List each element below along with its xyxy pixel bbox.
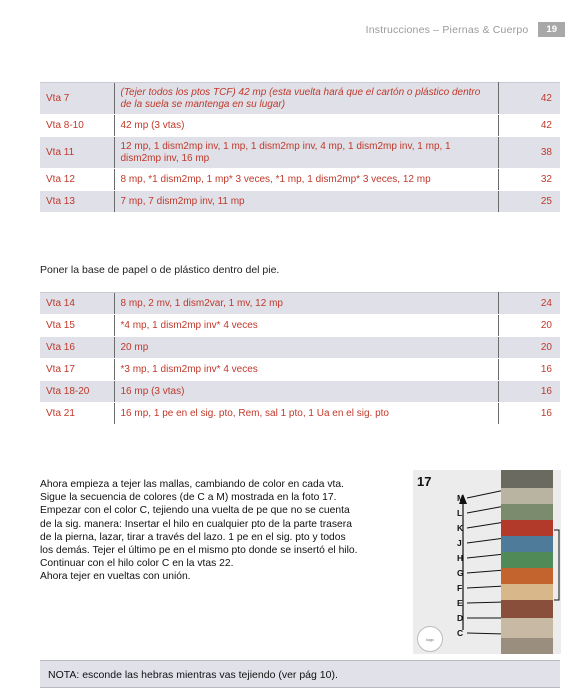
row-instructions: 42 mp (3 vtas) [114, 115, 498, 137]
pointer-line [467, 522, 505, 528]
table-row [40, 115, 560, 137]
table-row [40, 403, 560, 425]
row-label: Vta 21 [40, 403, 114, 425]
row-instructions: *4 mp, 1 dism2mp inv* 4 veces [114, 315, 498, 337]
row-label: Vta 16 [40, 337, 114, 359]
color-letter-f: F [457, 583, 463, 593]
row-label: Vta 7 [40, 83, 114, 115]
pointer-line [467, 633, 505, 634]
instruction-line: de la pierna, lazar, tirar a través del lazo. 1 pe en el sig. pto y todos [40, 531, 346, 543]
instruction-line: Sigue la secuencia de colores (de C a M) mostrada en la foto 17. [40, 492, 337, 504]
pattern-table-1 [40, 82, 560, 213]
header-title: Instrucciones – Piernas & Cuerpo [365, 23, 529, 36]
pointer-line [467, 538, 505, 543]
row-label: Vta 12 [40, 169, 114, 191]
row-instructions: (Tejer todos los ptos TCF) 42 mp (esta vuelta hará que el cartón o plástico dentro de la suela se mantenga en su lugar) [114, 83, 498, 115]
instruction-line: de la sig. manera: Insertar el hilo en cualquier pto de la parte trasera [40, 518, 352, 530]
note-box: NOTA: esconde las hebras mientras vas tejiendo (ver pág 10). [40, 660, 560, 688]
row-stitch-count: 38 [498, 137, 560, 169]
table-row [40, 315, 560, 337]
instruction-line: Ahora tejer en vueltas con unión. [40, 571, 191, 583]
instruction-line: Empezar con el color C, tejiendo una vuelta de pe que no se cuenta [40, 505, 350, 517]
row-stitch-count: 32 [498, 169, 560, 191]
color-letter-g: G [457, 568, 464, 578]
instruction-line: Ahora empieza a tejer las mallas, cambiando de color en cada vta. [40, 479, 344, 490]
pattern-table-2 [40, 292, 560, 425]
pointer-line [467, 570, 505, 573]
crochet-leg-image [501, 470, 553, 654]
row-stitch-count: 16 [498, 403, 560, 425]
color-letter-l: L [457, 508, 463, 518]
color-letter-m: M [457, 493, 465, 503]
row-label: Vta 15 [40, 315, 114, 337]
row-stitch-count: 25 [498, 191, 560, 213]
pointer-line [467, 506, 505, 513]
row-label: Vta 17 [40, 359, 114, 381]
instructions-text [40, 478, 410, 583]
row-instructions: 16 mp (3 vtas) [114, 381, 498, 403]
row-stitch-count: 16 [498, 381, 560, 403]
row-label: Vta 11 [40, 137, 114, 169]
row-instructions: 8 mp, *1 dism2mp, 1 mp* 3 veces, *1 mp, 1 dism2mp* 3 veces, 12 mp [114, 169, 498, 191]
pointer-line [467, 490, 505, 498]
row-stitch-count: 20 [498, 315, 560, 337]
table-row [40, 191, 560, 213]
table-row [40, 83, 560, 115]
color-letter-h: H [457, 553, 464, 563]
table-row [40, 337, 560, 359]
row-stitch-count: 24 [498, 293, 560, 315]
row-instructions: 7 mp, 7 dism2mp inv, 11 mp [114, 191, 498, 213]
row-instructions: 16 mp, 1 pe en el sig. pto, Rem, sal 1 pto, 1 Ua en el sig. pto [114, 403, 498, 425]
row-stitch-count: 42 [498, 115, 560, 137]
table-row [40, 293, 560, 315]
instruction-line: Continuar con el hilo color C en la vtas 22. [40, 558, 234, 570]
color-letter-k: K [457, 523, 464, 533]
pointer-line [467, 586, 505, 588]
row-label: Vta 13 [40, 191, 114, 213]
page-number: 19 [538, 22, 565, 37]
table-row [40, 381, 560, 403]
row-instructions: 12 mp, 1 dism2mp inv, 1 mp, 1 dism2mp inv, 4 mp, 1 dism2mp inv, 1 mp, 1 dism2mp inv, 16 mp [114, 137, 498, 169]
brand-logo: logo [417, 626, 443, 652]
color-letter-d: D [457, 613, 464, 623]
photo-number: 17 [417, 474, 432, 489]
paragraph-base: Poner la base de papel o de plástico dentro del pie. [40, 264, 280, 276]
row-instructions: *3 mp, 1 dism2mp inv* 4 veces [114, 359, 498, 381]
row-stitch-count: 20 [498, 337, 560, 359]
photo-17 [413, 470, 561, 654]
table-row [40, 169, 560, 191]
row-stitch-count: 16 [498, 359, 560, 381]
row-instructions: 8 mp, 2 mv, 1 dism2var, 1 mv, 12 mp [114, 293, 498, 315]
color-letter-c: C [457, 628, 464, 638]
color-letter-e: E [457, 598, 463, 608]
row-instructions: 20 mp [114, 337, 498, 359]
table-row [40, 137, 560, 169]
row-label: Vta 8-10 [40, 115, 114, 137]
table-row [40, 359, 560, 381]
row-label: Vta 14 [40, 293, 114, 315]
instruction-line: los demás. Tejer el último pe en el mismo pto donde se insertó el hilo. [40, 544, 358, 556]
color-letter-j: J [457, 538, 462, 548]
pointer-line [467, 602, 505, 603]
pointer-line [467, 554, 505, 558]
row-label: Vta 18-20 [40, 381, 114, 403]
page-header [366, 22, 565, 37]
row-stitch-count: 42 [498, 83, 560, 115]
